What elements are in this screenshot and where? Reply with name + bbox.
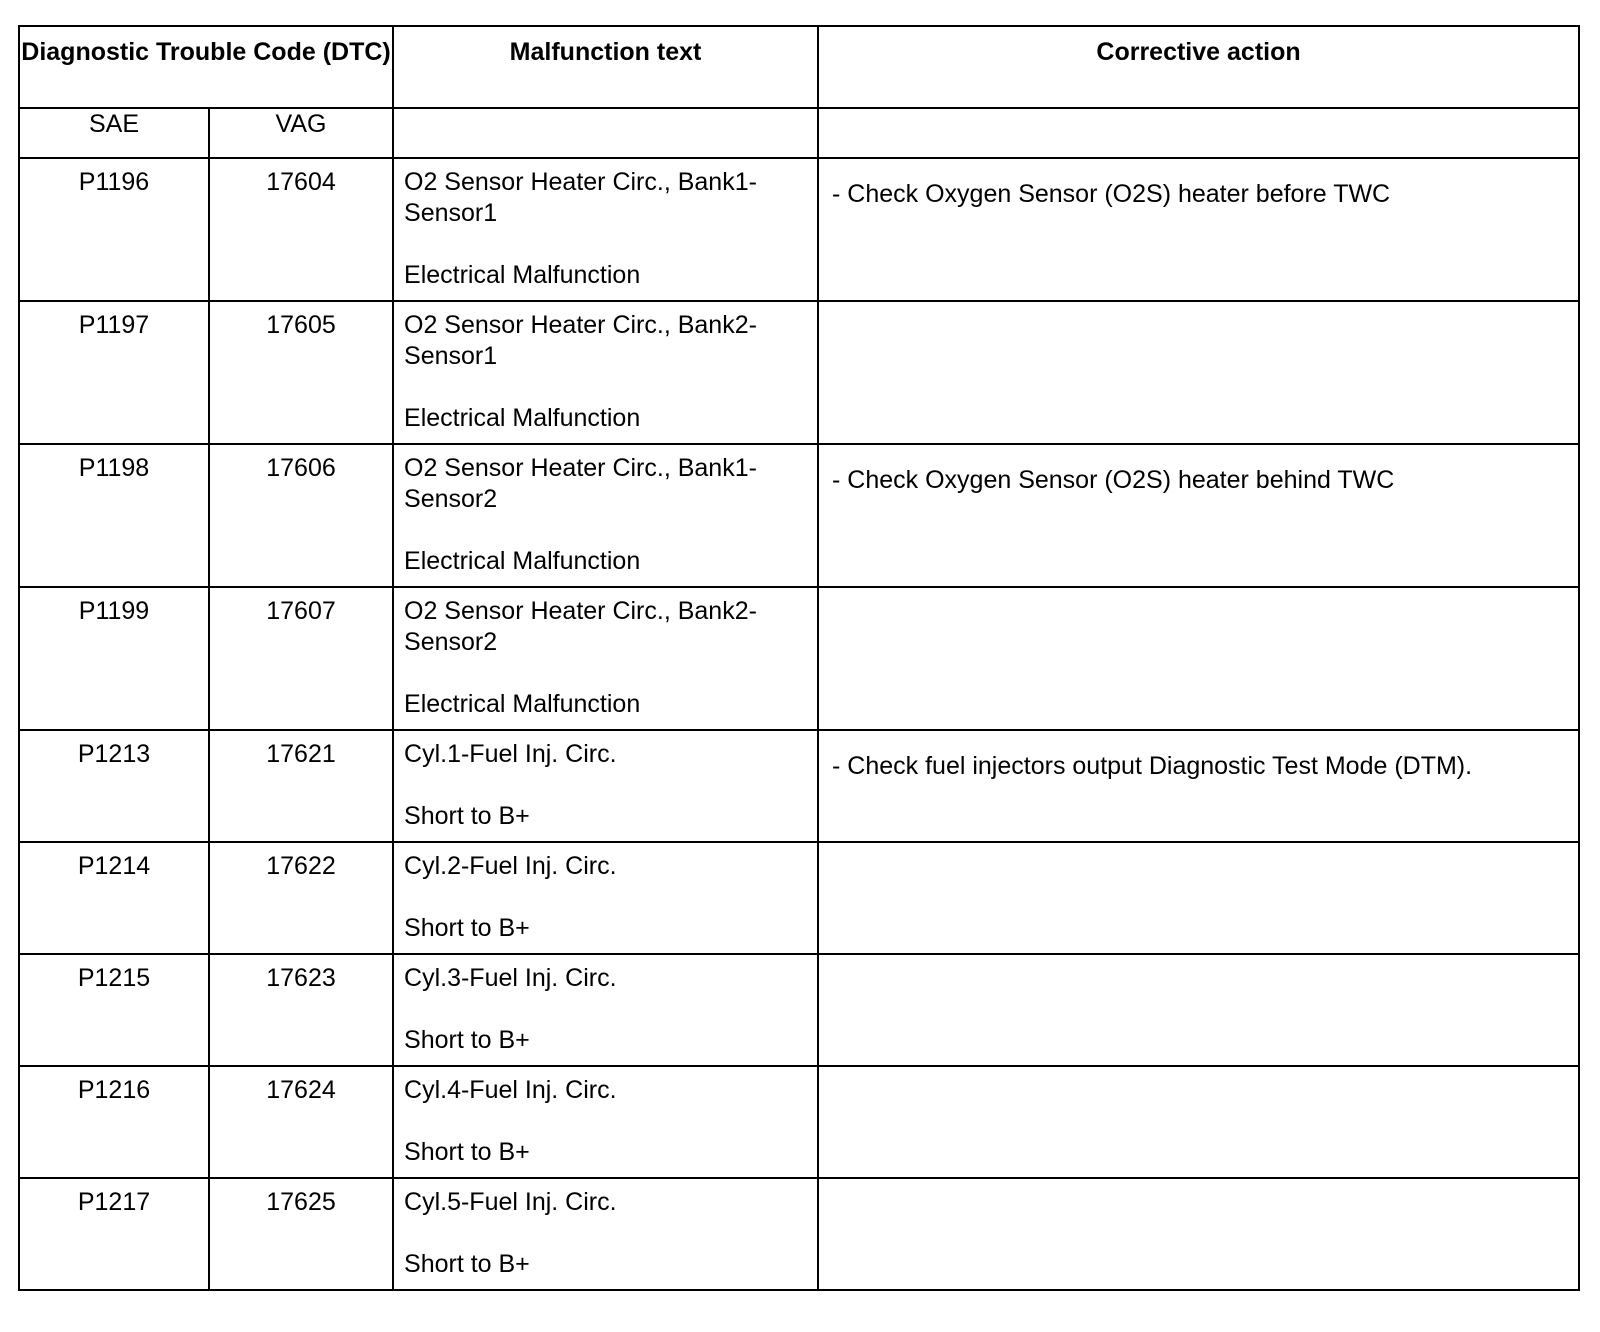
header-malfunction-label: Malfunction text: [509, 38, 702, 66]
vag-code: 17605: [266, 311, 336, 339]
malfunction-line-1: Cyl.3-Fuel Inj. Circ.: [404, 964, 617, 992]
cell-sae: [19, 158, 209, 301]
sae-code: P1199: [78, 597, 150, 625]
cell-vag: [209, 1178, 393, 1290]
cell-malfunction: [393, 842, 818, 954]
vag-code: 17625: [266, 1188, 336, 1216]
cell-sae: [19, 954, 209, 1066]
cell-sae: [19, 1178, 209, 1290]
cell-corrective-action: [818, 954, 1579, 1066]
cell-vag: [209, 158, 393, 301]
malfunction-line-2: Short to B+: [404, 1250, 530, 1278]
sae-code: P1214: [77, 852, 151, 880]
cell-malfunction: [393, 1178, 818, 1290]
cell-malfunction: [393, 587, 818, 730]
corrective-action-text: - Check Oxygen Sensor (O2S) heater behind TWC: [832, 466, 1395, 494]
vag-code: 17621: [266, 740, 336, 768]
subheader-row: [19, 108, 1579, 158]
corrective-action-text: [819, 1179, 1578, 1199]
header-dtc: [19, 26, 393, 108]
sae-code: P1217: [77, 1188, 151, 1216]
corrective-action-text: [819, 955, 1578, 975]
cell-corrective-action: [818, 158, 1579, 301]
sae-code: P1216: [77, 1076, 151, 1104]
malfunction-line-1: Cyl.2-Fuel Inj. Circ.: [404, 852, 617, 880]
sae-code: P1215: [77, 964, 151, 992]
cell-sae: [19, 842, 209, 954]
malfunction-line-1: O2 Sensor Heater Circ., Bank1-Sensor2: [404, 454, 757, 513]
vag-code: 17624: [266, 1076, 336, 1104]
cell-sae: [19, 587, 209, 730]
cell-malfunction: [393, 444, 818, 587]
malfunction-line-1: Cyl.5-Fuel Inj. Circ.: [404, 1188, 617, 1216]
cell-sae: [19, 444, 209, 587]
table-row: [19, 158, 1579, 301]
cell-corrective-action: [818, 1178, 1579, 1290]
table-row: [19, 730, 1579, 842]
table-row: [19, 954, 1579, 1066]
malfunction-line-2: Short to B+: [404, 914, 530, 942]
cell-vag: [209, 301, 393, 444]
cell-malfunction: [393, 301, 818, 444]
corrective-action-text: - Check fuel injectors output Diagnostic Test Mode (DTM).: [832, 752, 1473, 780]
malfunction-line-2: Electrical Malfunction: [404, 690, 641, 718]
cell-corrective-action: [818, 301, 1579, 444]
header-corrective-label: Corrective action: [1096, 38, 1301, 66]
malfunction-line-2: Electrical Malfunction: [404, 547, 641, 575]
vag-code: 17623: [266, 964, 336, 992]
cell-corrective-action: [818, 587, 1579, 730]
malfunction-line-1: O2 Sensor Heater Circ., Bank2-Sensor1: [404, 311, 757, 370]
subheader-sae: SAE: [19, 108, 209, 158]
cell-sae: [19, 301, 209, 444]
malfunction-line-2: Electrical Malfunction: [404, 404, 641, 432]
malfunction-line-1: O2 Sensor Heater Circ., Bank1-Sensor1: [404, 168, 757, 227]
cell-malfunction: [393, 1066, 818, 1178]
cell-vag: [209, 730, 393, 842]
cell-vag: [209, 954, 393, 1066]
sae-code: P1213: [77, 740, 151, 768]
header-row: [19, 26, 1579, 108]
vag-code: 17622: [266, 852, 336, 880]
cell-malfunction: [393, 730, 818, 842]
sae-code: P1198: [78, 454, 150, 482]
cell-malfunction: [393, 158, 818, 301]
corrective-action-text: [819, 588, 1578, 608]
cell-sae: [19, 1066, 209, 1178]
sae-code: P1196: [78, 168, 150, 196]
header-malfunction: [393, 26, 818, 108]
sae-code: P1197: [78, 311, 150, 339]
cell-vag: [209, 842, 393, 954]
corrective-action-text: [819, 302, 1578, 322]
vag-code: 17607: [266, 597, 336, 625]
dtc-table: [18, 25, 1580, 1291]
cell-corrective-action: [818, 730, 1579, 842]
table-row: [19, 301, 1579, 444]
cell-corrective-action: [818, 1066, 1579, 1178]
table-body: [19, 158, 1579, 1290]
cell-malfunction: [393, 954, 818, 1066]
table-row: [19, 587, 1579, 730]
corrective-action-text: [819, 1067, 1578, 1087]
cell-corrective-action: [818, 842, 1579, 954]
subheader-empty-corrective: [818, 108, 1579, 158]
header-corrective: [818, 26, 1579, 108]
table-row: [19, 1066, 1579, 1178]
cell-sae: [19, 730, 209, 842]
vag-code: 17606: [266, 454, 336, 482]
table-row: [19, 842, 1579, 954]
table-row: [19, 1178, 1579, 1290]
subheader-empty-malfunction: [393, 108, 818, 158]
malfunction-line-2: Short to B+: [404, 1138, 530, 1166]
cell-vag: [209, 444, 393, 587]
malfunction-line-1: Cyl.1-Fuel Inj. Circ.: [404, 740, 617, 768]
cell-vag: [209, 587, 393, 730]
cell-vag: [209, 1066, 393, 1178]
malfunction-line-1: Cyl.4-Fuel Inj. Circ.: [404, 1076, 617, 1104]
cell-corrective-action: [818, 444, 1579, 587]
table-row: [19, 444, 1579, 587]
malfunction-line-2: Short to B+: [404, 1026, 530, 1054]
malfunction-line-1: O2 Sensor Heater Circ., Bank2-Sensor2: [404, 597, 757, 656]
corrective-action-text: - Check Oxygen Sensor (O2S) heater before TWC: [832, 180, 1391, 208]
malfunction-line-2: Electrical Malfunction: [404, 261, 641, 289]
vag-code: 17604: [266, 168, 336, 196]
subheader-vag: VAG: [209, 108, 393, 158]
corrective-action-text: [819, 843, 1578, 863]
malfunction-line-2: Short to B+: [404, 802, 530, 830]
header-dtc-label: Diagnostic Trouble Code (DTC): [21, 38, 391, 66]
